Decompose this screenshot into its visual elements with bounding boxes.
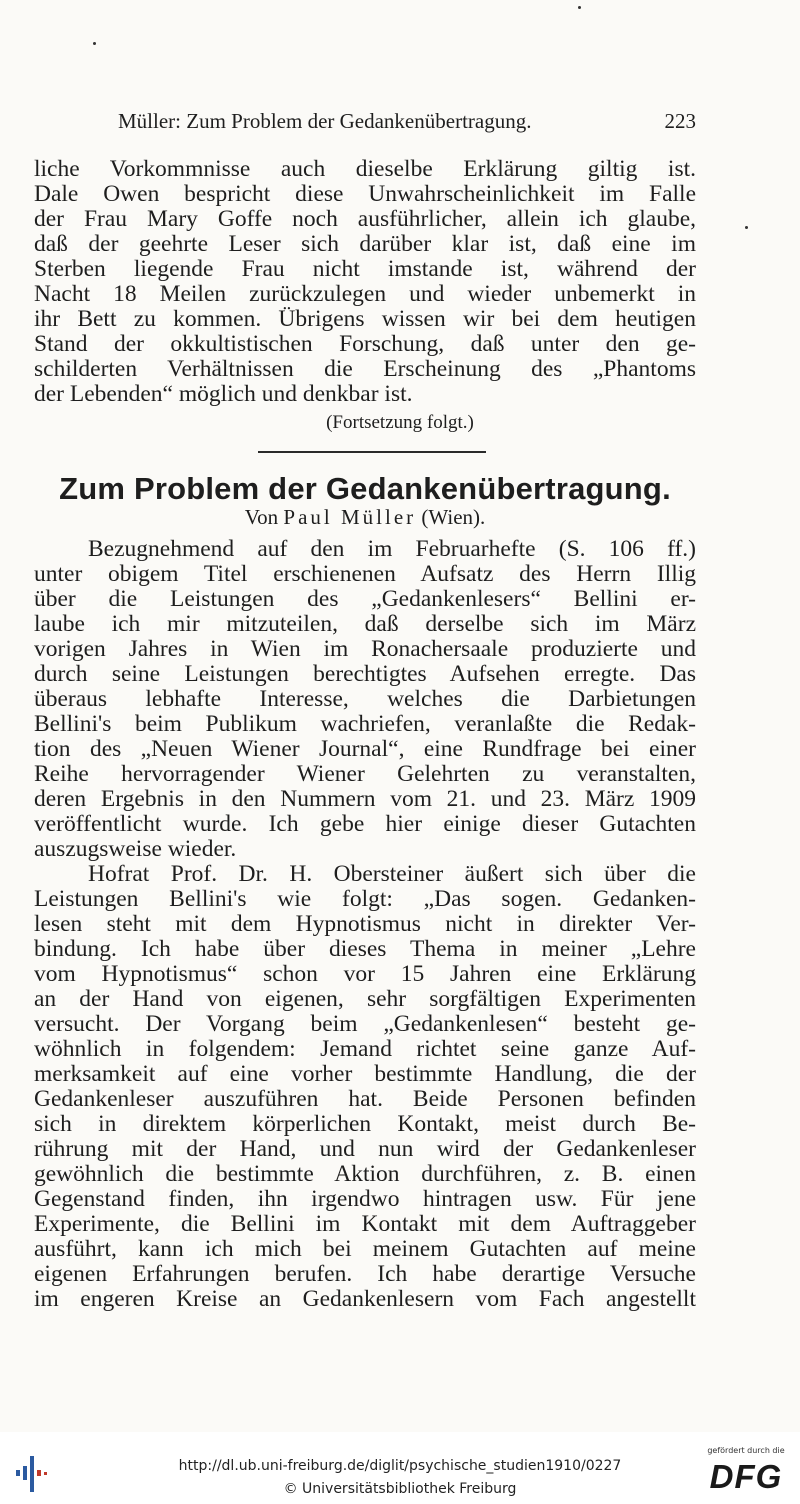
text-line: im engeren Kreise an Gedankenlesern vom Fach angestellt: [34, 1286, 696, 1312]
byline: [34, 504, 696, 530]
text-line: rührung mit der Hand, und nun wird der Gedankenleser: [34, 1136, 696, 1162]
text-line: Experimente, die Bellini im Kontakt mit dem Auftraggeber: [34, 1211, 696, 1237]
text-line: liche Vorkommnisse auch dieselbe Erklärung giltig ist.: [34, 156, 696, 182]
section-divider: [258, 451, 486, 453]
text-line: vom Hypnotismus“ schon vor 15 Jahren eine Erklärung: [34, 961, 696, 987]
footer-bar: [0, 1432, 800, 1504]
scan-speck: [578, 6, 581, 9]
text-line: überaus lebhafte Interesse, welches die Darbietungen: [34, 686, 696, 712]
dfg-logo: DFG: [709, 1458, 783, 1495]
text-line: Nacht 18 Meilen zurückzulegen und wieder unbemerkt in: [34, 281, 696, 307]
text-line: Dale Owen bespricht diese Unwahrscheinlichkeit im Falle: [34, 181, 696, 207]
text-line: Leistungen Bellini's wie folgt: „Das sogen. Gedanken-: [34, 886, 696, 912]
author-name: Paul Müller: [283, 505, 417, 529]
text-line: deren Ergebnis in den Nummern vom 21. und 23. März 1909: [34, 786, 696, 812]
scan-speck: [93, 42, 96, 45]
text-line: laube ich mir mitzuteilen, daß derselbe sich im März: [34, 611, 696, 637]
text-line: Hofrat Prof. Dr. H. Obersteiner äußert sich über die: [88, 861, 696, 887]
dfg-funding-logo: [700, 1446, 792, 1498]
text-line: sich in direktem körperlichen Kontakt, meist durch Be-: [34, 1111, 696, 1137]
continued-note: (Fortsetzung folgt.): [326, 412, 474, 433]
byline-suffix: (Wien).: [421, 505, 486, 529]
text-line: über die Leistungen des „Gedankenlesers“ Bellini er-: [34, 586, 696, 612]
text-line: tion des „Neuen Wiener Journal“, eine Rundfrage bei einer: [34, 736, 696, 762]
text-line: an der Hand von eigenen, sehr sorgfältigen Experimenten: [34, 986, 696, 1012]
page-number: 223: [664, 109, 696, 133]
text-line: schilderten Verhältnissen die Erscheinung des „Phantoms: [34, 356, 696, 382]
article-title: Zum Problem der Gedankenübertragung.: [59, 471, 671, 506]
text-line: lesen steht mit dem Hypnotismus nicht in direkter Ver-: [34, 911, 696, 937]
text-line: Bellini's beim Publikum wachriefen, veranlaßte die Redak-: [34, 711, 696, 737]
text-line: wöhnlich in folgendem: Jemand richtet seine ganze Auf-: [34, 1036, 696, 1062]
text-line: Bezugnehmend auf den im Februarhefte (S. 106 ff.): [88, 536, 696, 562]
running-title: Müller: Zum Problem der Gedankenübertragung.: [118, 109, 532, 133]
text-line: vorigen Jahres in Wien im Ronachersaale produzierte und: [34, 636, 696, 662]
text-line: der Frau Mary Goffe noch ausführlicher, allein ich glaube,: [34, 206, 696, 232]
text-line: ihr Bett zu kommen. Übrigens wissen wir bei dem heutigen: [34, 306, 696, 332]
text-line: der Lebenden“ möglich und denkbar ist.: [34, 381, 413, 407]
copyright-notice: © Universitätsbibliothek Freiburg: [283, 1481, 517, 1497]
text-line: auszugsweise wieder.: [34, 836, 237, 862]
running-header: [118, 106, 696, 136]
text-line: Stand der okkultistischen Forschung, daß unter den ge-: [34, 331, 696, 357]
dfg-funding-note: gefördert durch die: [707, 1446, 785, 1455]
permalink-url[interactable]: http://dl.ub.uni-freiburg.de/diglit/psychische_studien1910/0227: [178, 1458, 622, 1474]
text-line: gewöhnlich die bestimmte Aktion durchführen, z. B. einen: [34, 1161, 696, 1187]
text-line: veröffentlicht wurde. Ich gebe hier einige dieser Gutachten: [34, 811, 696, 837]
text-line: daß der geehrte Leser sich darüber klar ist, daß eine im: [34, 231, 696, 257]
text-line: merksamkeit auf eine vorher bestimmte Handlung, die der: [34, 1061, 696, 1087]
text-line: Gegenstand finden, ihn irgendwo hintragen usw. Für jene: [34, 1186, 696, 1212]
text-line: versucht. Der Vorgang beim „Gedankenlesen“ besteht ge-: [34, 1011, 696, 1037]
scan-speck: [745, 226, 748, 229]
text-line: unter obigem Titel erschienenen Aufsatz des Herrn Illig: [34, 561, 696, 587]
digital-library-logo-icon: [14, 1454, 50, 1494]
text-line: Sterben liegende Frau nicht imstande ist, während der: [34, 256, 696, 282]
text-line: Reihe hervorragender Wiener Gelehrten zu veranstalten,: [34, 761, 696, 787]
byline-prefix: Von: [244, 505, 279, 529]
text-line: ausführt, kann ich mich bei meinem Gutachten auf meine: [34, 1236, 696, 1262]
text-line: bindung. Ich habe über dieses Thema in meiner „Lehre: [34, 936, 696, 962]
text-line: Gedankenleser auszuführen hat. Beide Personen befinden: [34, 1086, 696, 1112]
text-line: eigenen Erfahrungen berufen. Ich habe derartige Versuche: [34, 1261, 696, 1287]
text-line: durch seine Leistungen berechtigtes Aufsehen erregte. Das: [34, 661, 696, 687]
